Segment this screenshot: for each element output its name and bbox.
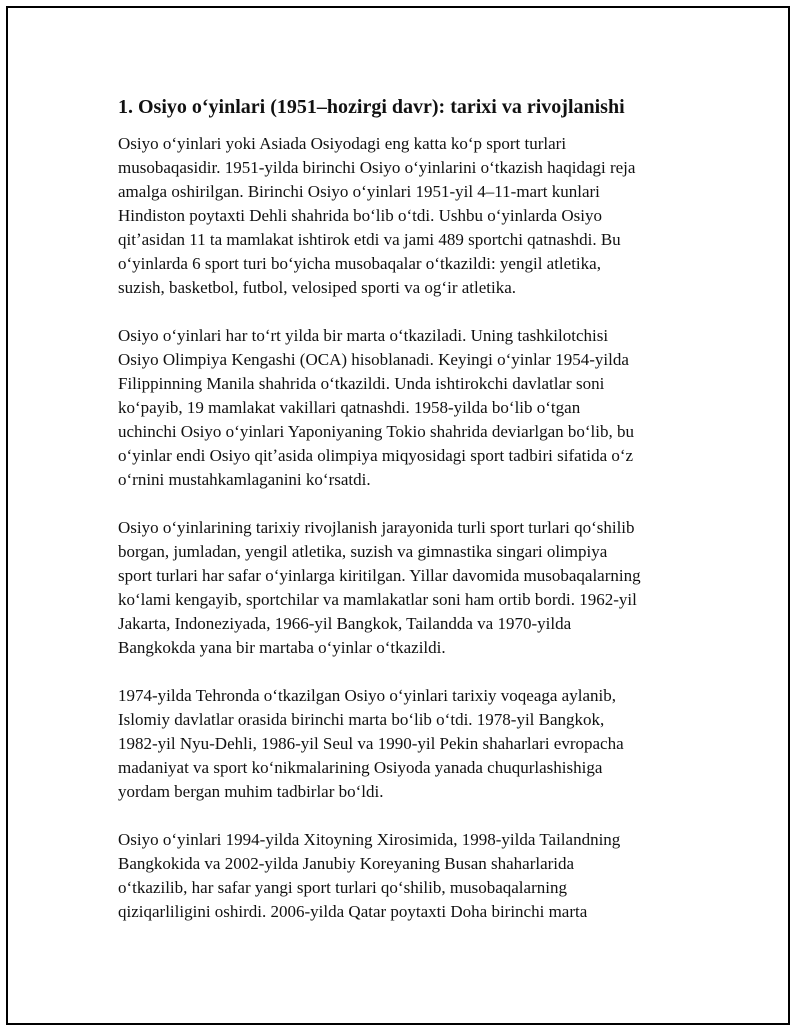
- text-line: Osiyo oʻyinlari yoki Asiada Osiyodagi eng katta koʻp sport turlari: [118, 134, 567, 153]
- text-line: musobaqasidir. 1951-yilda birinchi Osiyo oʻyinlarini oʻtkazish haqidagi reja: [118, 158, 636, 177]
- section-heading: 1. Osiyo oʻyinlari (1951–hozirgi davr): tarixi va rivojlanishi: [118, 96, 625, 118]
- text-line: Bangkokida va 2002-yilda Janubiy Koreyaning Busan shaharlarida: [118, 854, 575, 873]
- text-line: oʻtkazilib, har safar yangi sport turlari qoʻshilib, musobaqalarning: [118, 878, 567, 897]
- text-line: oʻrnini mustahkamlaganini koʻrsatdi.: [118, 470, 371, 489]
- text-line: Osiyo oʻyinlari har toʻrt yilda bir marta oʻtkaziladi. Uning tashkilotchisi: [118, 326, 609, 345]
- text-line: Filippinning Manila shahrida oʻtkazildi. Unda ishtirokchi davlatlar soni: [118, 374, 605, 393]
- text-line: uchinchi Osiyo oʻyinlari Yaponiyaning Tokio shahrida deviarlgan boʻlib, bu: [118, 422, 634, 441]
- text-line: amalga oshirilgan. Birinchi Osiyo oʻyinlari 1951-yil 4–11-mart kunlari: [118, 182, 600, 201]
- paragraph: [118, 324, 678, 492]
- text-line: qiziqarliligini oshirdi. 2006-yilda Qatar poytaxti Doha birinchi marta: [118, 902, 588, 921]
- text-line: Islomiy davlatlar orasida birinchi marta boʻlib oʻtdi. 1978-yil Bangkok,: [118, 710, 605, 729]
- paragraph: [118, 684, 678, 804]
- text-line: 1982-yil Nyu-Dehli, 1986-yil Seul va 1990-yil Pekin shaharlari evropacha: [118, 734, 624, 753]
- text-line: borgan, jumladan, yengil atletika, suzish va gimnastika singari olimpiya: [118, 542, 608, 561]
- text-line: koʻpayib, 19 mamlakat vakillari qatnashdi. 1958-yilda boʻlib oʻtgan: [118, 398, 581, 417]
- paragraph-container: [118, 132, 678, 924]
- text-line: madaniyat va sport koʻnikmalarining Osiyoda yanada chuqurlashishiga: [118, 758, 603, 777]
- text-line: qitʼasidan 11 ta mamlakat ishtirok etdi va jami 489 sportchi qatnashdi. Bu: [118, 230, 621, 249]
- text-line: koʻlami kengayib, sportchilar va mamlakatlar soni ham ortib bordi. 1962-yil: [118, 590, 637, 609]
- text-line: Osiyo oʻyinlarining tarixiy rivojlanish jarayonida turli sport turlari qoʻshilib: [118, 518, 635, 537]
- paragraph: [118, 516, 678, 660]
- paragraph: [118, 828, 678, 924]
- text-line: suzish, basketbol, futbol, velosiped sporti va ogʻir atletika.: [118, 278, 517, 297]
- text-line: yordam bergan muhim tadbirlar boʻldi.: [118, 782, 384, 801]
- document-body: [118, 94, 678, 948]
- paragraph: [118, 132, 678, 300]
- text-line: Bangkokda yana bir martaba oʻyinlar oʻtkazildi.: [118, 638, 446, 657]
- text-line: Hindiston poytaxti Dehli shahrida boʻlib oʻtdi. Ushbu oʻyinlarda Osiyo: [118, 206, 602, 225]
- text-line: Osiyo oʻyinlari 1994-yilda Xitoyning Xirosimida, 1998-yilda Tailandning: [118, 830, 621, 849]
- text-line: oʻyinlarda 6 sport turi boʻyicha musobaqalar oʻtkazildi: yengil atletika,: [118, 254, 601, 273]
- text-line: 1974-yilda Tehronda oʻtkazilgan Osiyo oʻyinlari tarixiy voqeaga aylanib,: [118, 686, 616, 705]
- text-line: Jakarta, Indoneziyada, 1966-yil Bangkok, Tailandda va 1970-yilda: [118, 614, 572, 633]
- text-line: oʻyinlar endi Osiyo qitʼasida olimpiya miqyosidagi sport tadbiri sifatida oʻz: [118, 446, 634, 465]
- text-line: sport turlari har safar oʻyinlarga kiritilgan. Yillar davomida musobaqalarning: [118, 566, 641, 585]
- text-line: Osiyo Olimpiya Kengashi (OCA) hisoblanadi. Keyingi oʻyinlar 1954-yilda: [118, 350, 629, 369]
